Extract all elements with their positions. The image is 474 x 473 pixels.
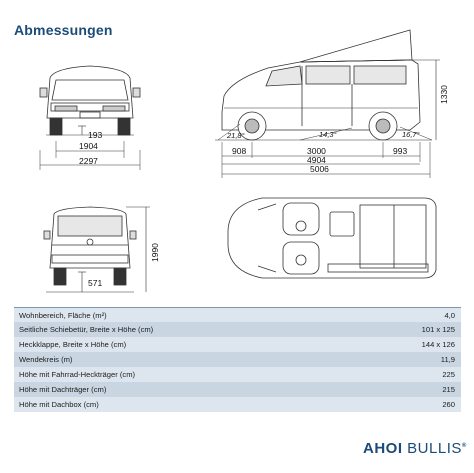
spec-label: Höhe mit Dachträger (cm) [19, 384, 107, 394]
dim-front-overhang: 908 [232, 146, 247, 156]
spec-value: 11,9 [440, 355, 455, 365]
page-title: Abmessungen [14, 22, 113, 38]
spec-row-turning-circle [14, 352, 461, 367]
spec-value: 225 [442, 370, 455, 379]
spec-value: 144 x 126 [421, 340, 455, 350]
spec-label: Wohnbereich, Fläche (m²) [14, 308, 356, 323]
brand-logo [363, 440, 467, 457]
brand-logo-part2: BULLIS [407, 440, 462, 457]
spec-row-living-area [14, 308, 461, 323]
spec-value: 4,0 [356, 308, 461, 323]
dim-front-clearance: 193 [88, 130, 103, 140]
dim-overall-length: 5006 [310, 164, 329, 174]
dim-body-length: 4904 [307, 155, 326, 165]
dim-approach-angle: 21,8° [227, 131, 245, 140]
dim-rear-height: 1990 [150, 243, 160, 262]
spec-label: Höhe mit Fahrrad-Heckträger (cm) [19, 370, 136, 379]
dim-rear-overhang: 993 [393, 146, 408, 156]
spec-row-tailgate [14, 337, 461, 352]
top-view-drawing [228, 198, 436, 278]
spec-value: 215 [442, 384, 455, 394]
dim-wheelbase: 3000 [307, 146, 326, 156]
spec-row-height-roof-rack [14, 382, 461, 397]
brand-trademark: ® [461, 443, 467, 449]
spec-label: Höhe mit Dachbox (cm) [19, 399, 99, 409]
front-view-drawing [40, 66, 140, 170]
spec-row-height-bike-rack [14, 367, 461, 382]
dim-rear-step: 571 [88, 278, 103, 288]
dim-departure-angle: 16,7° [402, 130, 420, 139]
dim-front-track: 1904 [79, 141, 98, 151]
dim-side-height: 1330 [439, 85, 449, 104]
specs-table [14, 307, 461, 412]
dim-front-width: 2297 [79, 156, 98, 166]
spec-label: Wendekreis (m) [19, 355, 73, 365]
dim-breakover-angle: 14,3° [319, 130, 337, 139]
spec-value: 260 [442, 399, 455, 409]
spec-label: Seitliche Schiebetür, Breite x Höhe (cm) [19, 325, 154, 335]
spec-value: 101 x 125 [421, 325, 455, 335]
brand-logo-part1: AHOI [363, 440, 403, 457]
spec-row-height-roof-box [14, 397, 461, 412]
spec-row-sliding-door [14, 322, 461, 337]
spec-label: Heckklappe, Breite x Höhe (cm) [19, 340, 127, 350]
